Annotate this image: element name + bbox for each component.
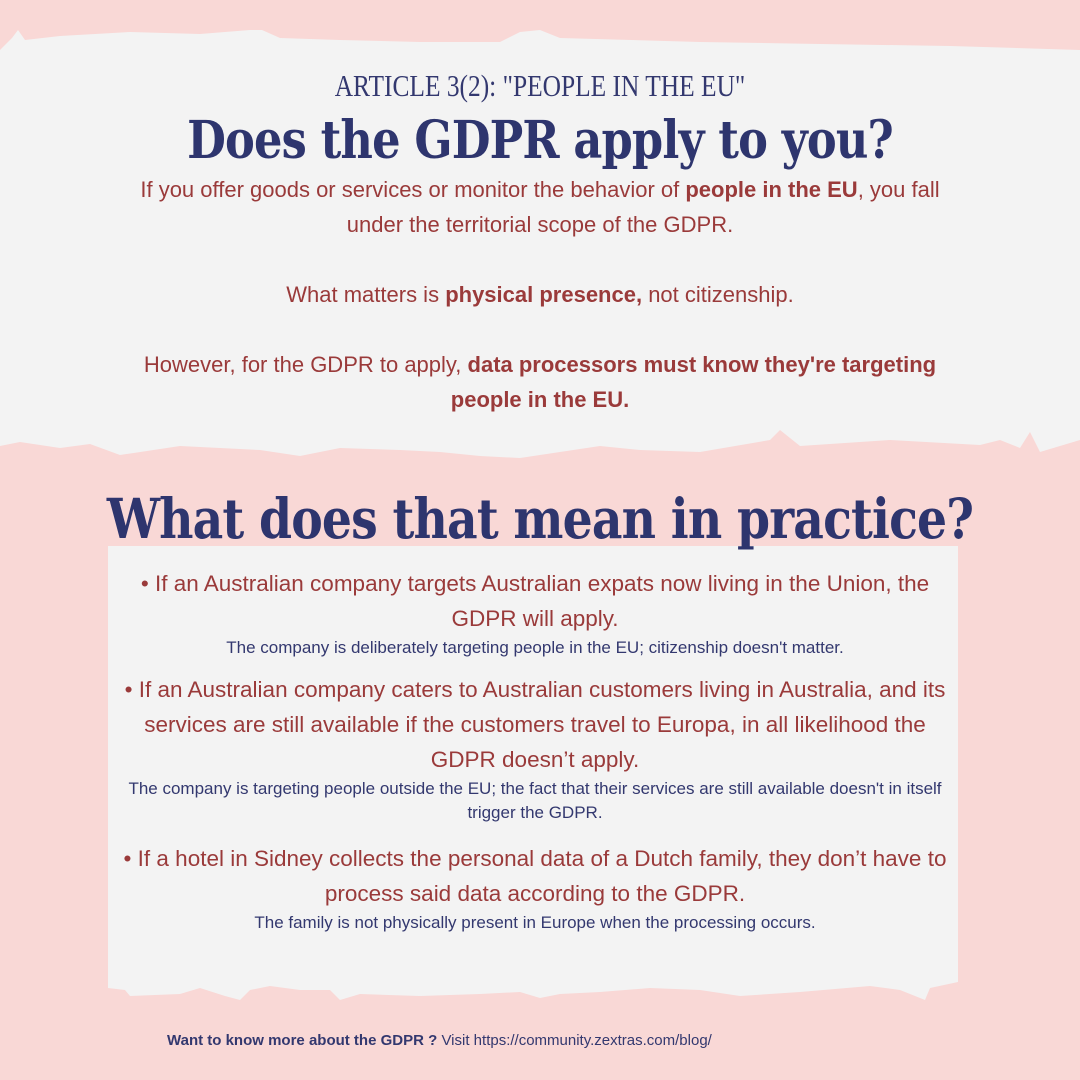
intro-paragraph-2: What matters is physical presence, not citizenship. (286, 282, 794, 307)
article-kicker: ARTICLE 3(2): "PEOPLE IN THE EU" (334, 68, 746, 103)
emphasis-people-in-eu: people in the EU (685, 177, 858, 202)
examples-list (120, 566, 950, 947)
footer-cta (167, 1032, 712, 1049)
example-text: • If an Australian company targets Australian expats now living in the Union, the GDPR will apply. (140, 571, 930, 631)
example-note: The family is not physically present in Europe when the processing occurs. (254, 913, 816, 932)
example-text: • If an Australian company caters to Australian customers living in Australia, and its services are still available if the customers travel to Europa, in all likelihood the GDPR doesn’t apply. (124, 677, 946, 772)
example-item-2 (120, 672, 950, 825)
footer-visit-link[interactable]: Visit https://community.zextras.com/blog/ (437, 1032, 712, 1049)
example-item-3 (120, 841, 950, 935)
intro-paragraph-3: However, for the GDPR to apply, data processors must know they're targeting people in the EU. (143, 352, 937, 412)
footer-question: Want to know more about the GDPR ? (167, 1032, 438, 1049)
example-note: The company is targeting people outside the EU; the fact that their services are still available doesn't in itself trigger the GDPR. (128, 779, 942, 822)
emphasis-data-processors: data processors must know they're targeting people in the EU. (450, 352, 937, 412)
example-item-1 (120, 566, 950, 660)
emphasis-physical-presence: physical presence, (445, 282, 643, 307)
intro-text (130, 172, 950, 417)
section-title-practice: What does that mean in practice? (106, 486, 974, 551)
page-title: Does the GDPR apply to you? (187, 110, 893, 171)
example-text: • If a hotel in Sidney collects the personal data of a Dutch family, they don’t have to process said data according to the GDPR. (123, 846, 947, 906)
top-panel (0, 0, 1080, 480)
intro-paragraph-1: If you offer goods or services or monitor the behavior of people in the EU, you fall under the territorial scope of the GDPR. (140, 177, 940, 237)
example-note: The company is deliberately targeting people in the EU; citizenship doesn't matter. (226, 638, 844, 657)
